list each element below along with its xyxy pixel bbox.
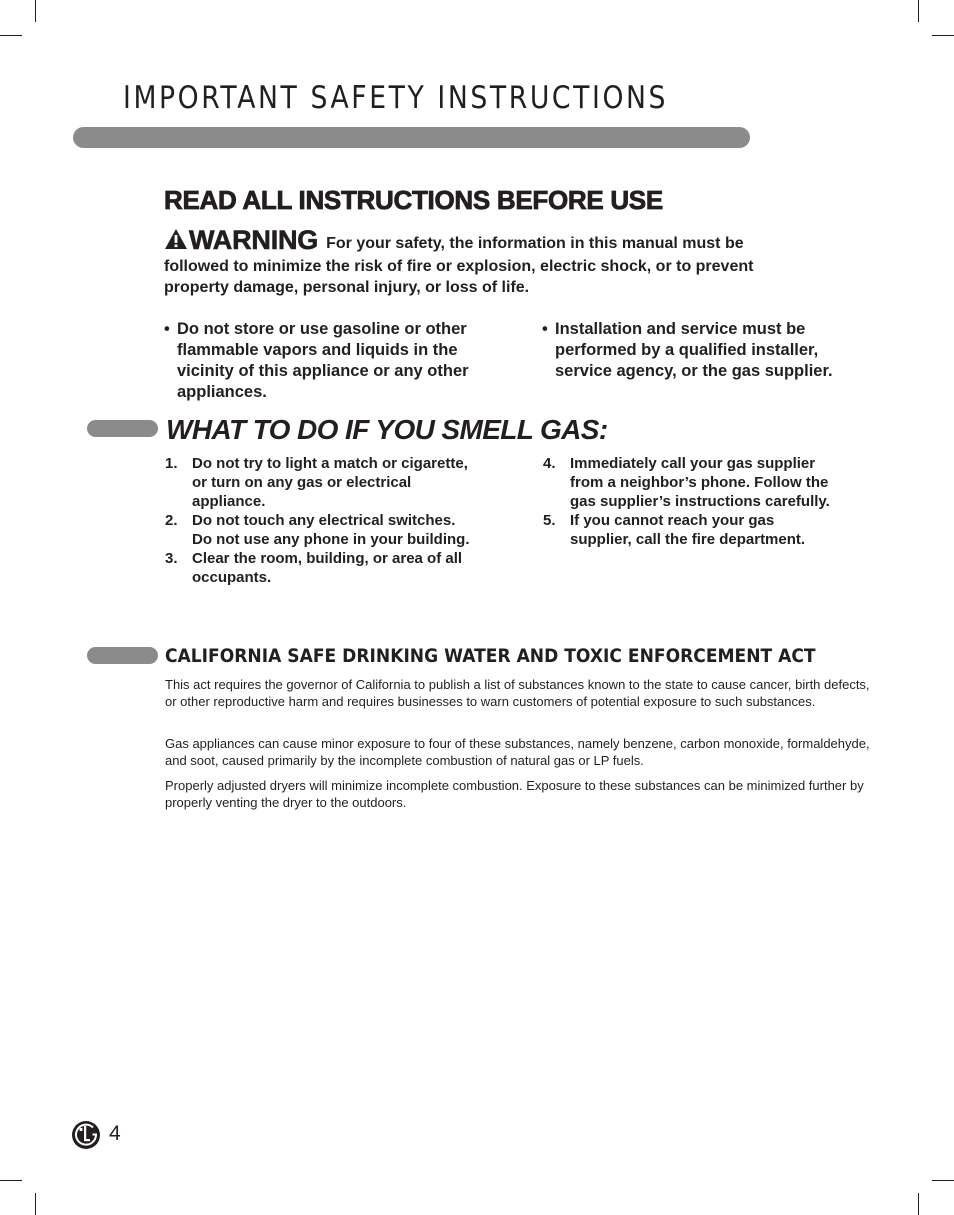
step-line: If you cannot reach your gas (570, 512, 775, 529)
step-number: 1. (165, 455, 178, 472)
california-heading: CALIFORNIA SAFE DRINKING WATER AND TOXIC ENFORCEMENT ACT (165, 645, 816, 667)
warning-text: followed to minimize the risk of fire or explosion, electric shock, or to prevent (164, 258, 754, 275)
page-number: 4 (109, 1122, 121, 1145)
california-paragraph: This act requires the governor of California to publish a list of substances known to the state to cause cancer, birth defects, or other reproductive harm and requires businesses to warn customers of potential exposure to such substances. (165, 677, 870, 709)
crop-mark (932, 35, 954, 36)
section-marker-pill (87, 647, 158, 664)
warning-label: WARNING (189, 225, 319, 255)
step-item (165, 511, 470, 549)
crop-mark (918, 0, 919, 22)
step-item (165, 454, 470, 511)
page-title: IMPORTANT SAFETY INSTRUCTIONS (123, 80, 669, 116)
step-number: 2. (165, 512, 178, 529)
bullet-item (542, 319, 872, 382)
bullet-marker: • (164, 320, 170, 338)
step-number: 5. (543, 512, 556, 529)
bullet-line: vicinity of this appliance or any other (177, 362, 469, 380)
california-paragraph: Gas appliances can cause minor exposure to four of these substances, namely benzene, carbon monoxide, formaldehyde, and soot, caused primarily by the incomplete combustion of natural gas or LP fuels. (165, 736, 870, 768)
bullet-line: Installation and service must be (555, 320, 806, 338)
gas-heading: WHAT TO DO IF YOU SMELL GAS: (166, 414, 608, 445)
step-line: appliance. (192, 493, 266, 510)
bullet-line: flammable vapors and liquids in the (177, 341, 458, 359)
step-number: 4. (543, 455, 556, 472)
crop-mark (918, 1193, 919, 1215)
step-line: from a neighbor’s phone. Follow the (570, 474, 829, 491)
step-line: Do not use any phone in your building. (192, 531, 470, 548)
bullet-marker: • (542, 320, 548, 338)
warning-text: For your safety, the information in this manual must be (326, 235, 744, 252)
warning-text: property damage, personal injury, or loss of life. (164, 279, 530, 296)
header-bar (73, 127, 750, 148)
step-number: 3. (165, 550, 178, 567)
crop-mark (35, 0, 36, 22)
step-line: Immediately call your gas supplier (570, 455, 816, 472)
step-item (543, 511, 830, 549)
crop-mark (0, 1180, 22, 1181)
step-line: supplier, call the fire department. (570, 531, 806, 548)
read-all-heading: READ ALL INSTRUCTIONS BEFORE USE (164, 185, 663, 215)
warning-block (164, 225, 844, 298)
step-line: occupants. (192, 569, 272, 586)
steps-right-column (543, 454, 830, 549)
step-line: Do not touch any electrical switches. (192, 512, 456, 529)
step-line: Do not try to light a match or cigarette, (192, 455, 468, 472)
bullet-line: Do not store or use gasoline or other (177, 320, 467, 338)
step-item (543, 454, 830, 511)
bullet-line: appliances. (177, 383, 267, 401)
warning-triangle-icon (164, 228, 188, 256)
california-paragraph: Properly adjusted dryers will minimize incomplete combustion. Exposure to these substances can be minimized further by properly venting the dryer to the outdoors. (165, 778, 864, 810)
step-line: or turn on any gas or electrical (192, 474, 412, 491)
bullet-line: performed by a qualified installer, (555, 341, 819, 359)
bullet-item (164, 319, 494, 403)
crop-mark (932, 1180, 954, 1181)
crop-mark (35, 1193, 36, 1215)
section-marker-pill (87, 420, 158, 437)
crop-mark (0, 35, 22, 36)
lg-logo-icon (71, 1120, 101, 1150)
step-line: Clear the room, building, or area of all (192, 550, 463, 567)
steps-left-column (165, 454, 470, 587)
bullet-line: service agency, or the gas supplier. (555, 362, 833, 380)
step-item (165, 549, 470, 587)
step-line: gas supplier’s instructions carefully. (570, 493, 830, 510)
